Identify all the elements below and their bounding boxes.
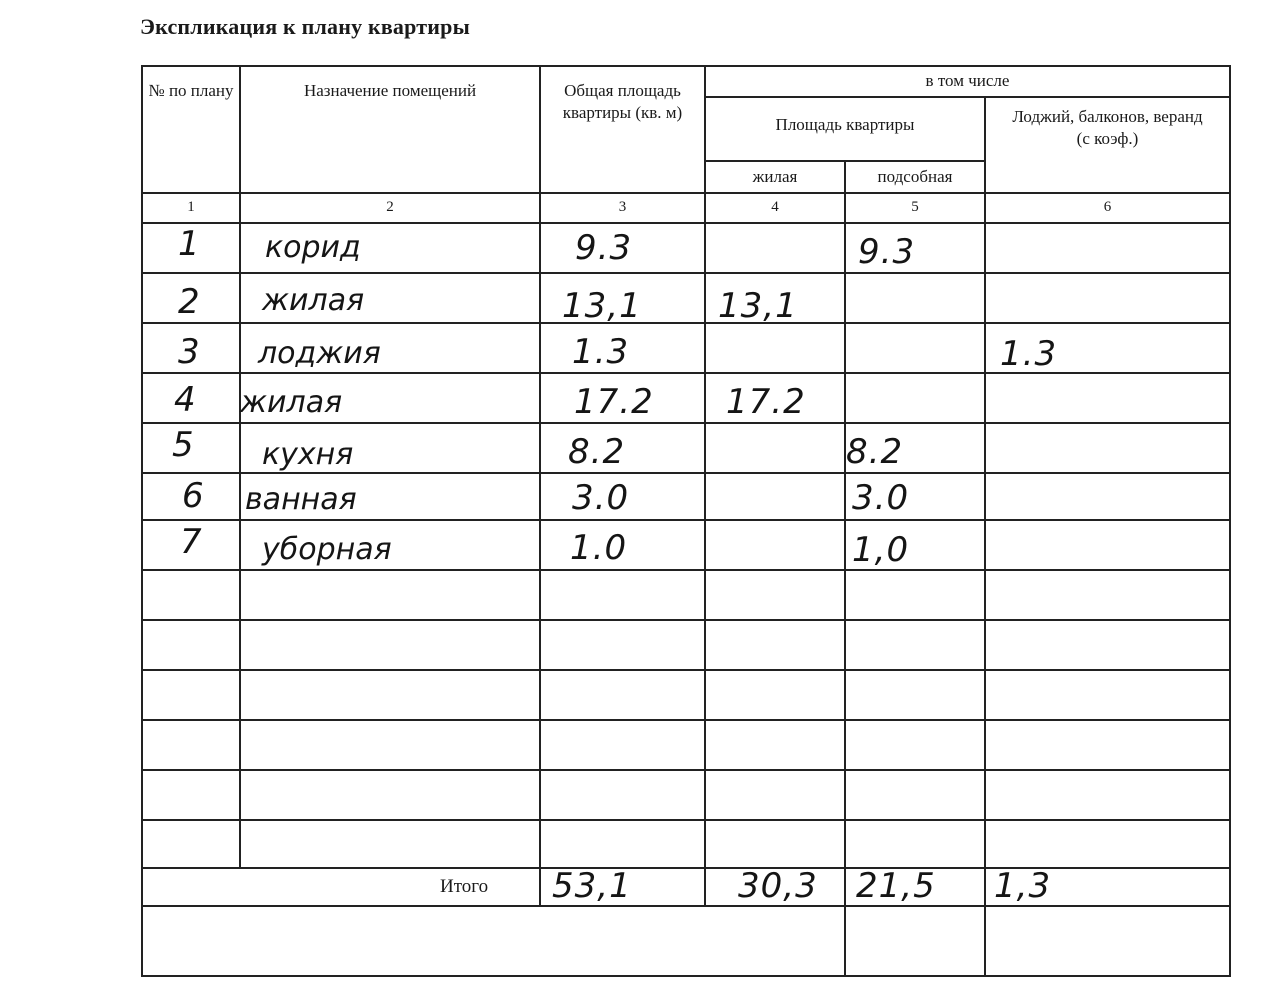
room-name: лоджия bbox=[258, 336, 381, 371]
total-loggia-area: 1,3 bbox=[994, 866, 1052, 906]
column-number-3: 3 bbox=[618, 199, 627, 215]
column-number-6: 6 bbox=[1103, 199, 1112, 215]
column-number-1: 1 bbox=[187, 199, 195, 215]
room-name: кухня bbox=[262, 437, 354, 472]
loggia-area-value: 1.3 bbox=[1000, 334, 1058, 374]
total-area-value: 3.0 bbox=[572, 478, 630, 518]
room-name: жилая bbox=[262, 283, 365, 318]
header-plan-number: № по плану bbox=[148, 81, 234, 100]
row-number: 3 bbox=[178, 332, 201, 372]
header-loggias: Лоджий, балконов, веранд (с коэф.) bbox=[1012, 107, 1203, 148]
total-area-value: 9.3 bbox=[575, 228, 633, 268]
total-area-value: 1.3 bbox=[572, 332, 630, 372]
total-living-area: 30,3 bbox=[738, 866, 818, 906]
header-including: в том числе bbox=[925, 71, 1010, 90]
row-number: 4 bbox=[174, 380, 197, 420]
header-auxiliary: подсобная bbox=[877, 167, 953, 186]
aux-area-value: 9.3 bbox=[858, 232, 916, 272]
total-label: Итого bbox=[440, 876, 489, 897]
living-area-value: 17.2 bbox=[726, 382, 806, 422]
room-name: жилая bbox=[240, 385, 343, 420]
total-sum-area: 53,1 bbox=[552, 866, 632, 906]
row-number: 7 bbox=[180, 522, 203, 562]
header-apartment-area: Площадь квартиры bbox=[775, 115, 915, 134]
row-number: 2 bbox=[178, 282, 201, 322]
aux-area-value: 1,0 bbox=[852, 530, 910, 570]
room-name: корид bbox=[265, 230, 361, 265]
header-room-purpose: Назначение помещений bbox=[303, 81, 477, 100]
header-total-area: Общая площадь квартиры (кв. м) bbox=[562, 81, 683, 122]
column-number-2: 2 bbox=[386, 199, 394, 215]
aux-area-value: 8.2 bbox=[846, 432, 904, 472]
room-name: уборная bbox=[262, 532, 392, 567]
total-area-value: 13,1 bbox=[562, 286, 642, 326]
total-area-value: 1.0 bbox=[570, 528, 628, 568]
row-number: 5 bbox=[172, 425, 195, 465]
column-number-5: 5 bbox=[911, 199, 919, 215]
total-area-value: 8.2 bbox=[568, 432, 626, 472]
document-title: Экспликация к плану квартиры bbox=[140, 14, 470, 39]
room-name: ванная bbox=[245, 482, 357, 517]
total-aux-area: 21,5 bbox=[856, 866, 936, 906]
aux-area-value: 3.0 bbox=[852, 478, 910, 518]
row-number: 1 bbox=[178, 224, 201, 264]
living-area-value: 13,1 bbox=[718, 286, 798, 326]
column-number-4: 4 bbox=[771, 199, 779, 215]
row-number: 6 bbox=[182, 476, 205, 516]
header-living: жилая bbox=[752, 167, 798, 186]
total-area-value: 17.2 bbox=[574, 382, 654, 422]
